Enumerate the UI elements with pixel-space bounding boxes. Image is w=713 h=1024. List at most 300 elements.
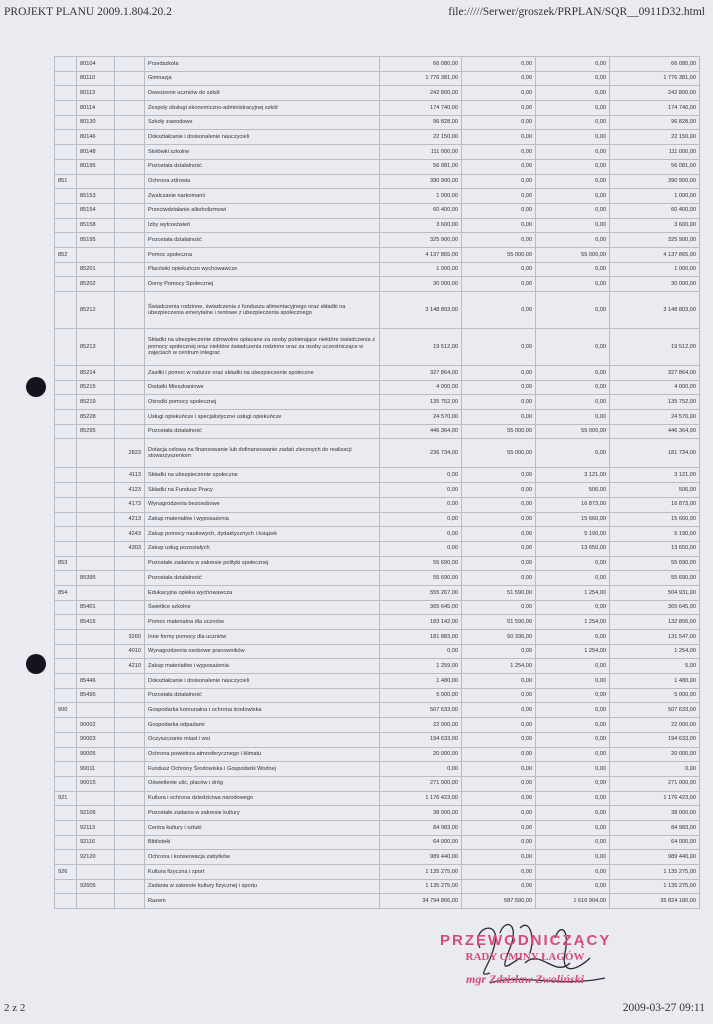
plan-value-cell: 507 633,00 xyxy=(380,703,462,718)
increase-value-cell: 0,00 xyxy=(536,86,610,101)
dzial-cell xyxy=(55,101,77,116)
table-row xyxy=(55,233,700,248)
description-cell: Centra kultury i sztuki xyxy=(145,820,380,835)
description-cell: Stołówki szkolne xyxy=(145,145,380,160)
dzial-cell xyxy=(55,57,77,72)
after-change-value-cell: 1 776 381,00 xyxy=(610,71,700,86)
paragraf-cell xyxy=(115,615,145,630)
after-change-value-cell: 5,00 xyxy=(610,659,700,674)
table-row xyxy=(55,630,700,645)
description-cell: Pozostałe zadania w zakresie kultury xyxy=(145,806,380,821)
increase-value-cell: 0,00 xyxy=(536,806,610,821)
paragraf-cell xyxy=(115,159,145,174)
decrease-value-cell: 55 000,00 xyxy=(462,439,536,468)
table-row xyxy=(55,615,700,630)
decrease-value-cell: 0,00 xyxy=(462,71,536,86)
plan-value-cell: 56 081,00 xyxy=(380,159,462,174)
rozdzial-cell: 90011 xyxy=(77,762,115,777)
decrease-value-cell: 0,00 xyxy=(462,277,536,292)
increase-value-cell: 0,00 xyxy=(536,835,610,850)
plan-value-cell: 327 864,00 xyxy=(380,366,462,381)
rozdzial-cell: 85295 xyxy=(77,424,115,439)
after-change-value-cell: 5 000,00 xyxy=(610,688,700,703)
punch-hole-icon xyxy=(26,377,46,397)
increase-value-cell: 0,00 xyxy=(536,439,610,468)
table-row xyxy=(55,203,700,218)
increase-value-cell: 0,00 xyxy=(536,410,610,425)
after-change-value-cell: 19 512,00 xyxy=(610,329,700,366)
rozdzial-cell: 80104 xyxy=(77,57,115,72)
after-change-value-cell: 22 000,00 xyxy=(610,718,700,733)
after-change-value-cell: 111 000,00 xyxy=(610,145,700,160)
after-change-value-cell: 1 135 275,00 xyxy=(610,879,700,894)
increase-value-cell: 0,00 xyxy=(536,659,610,674)
dzial-cell xyxy=(55,159,77,174)
dzial-cell xyxy=(55,380,77,395)
dzial-cell xyxy=(55,600,77,615)
rozdzial-cell: 90015 xyxy=(77,776,115,791)
description-cell: Świetlice szkolne xyxy=(145,600,380,615)
rozdzial-cell: 85195 xyxy=(77,233,115,248)
description-cell: Przedszkola xyxy=(145,57,380,72)
plan-value-cell: 4 000,00 xyxy=(380,380,462,395)
dzial-cell xyxy=(55,762,77,777)
description-cell: Szkoły zawodowe xyxy=(145,115,380,130)
description-cell: Fundusz Ochrony Środowiska i Gospodarki Wodnej xyxy=(145,762,380,777)
paragraf-cell xyxy=(115,71,145,86)
dzial-cell xyxy=(55,277,77,292)
after-change-value-cell: 989 440,00 xyxy=(610,850,700,865)
rozdzial-cell: 85395 xyxy=(77,571,115,586)
table-row xyxy=(55,556,700,571)
after-change-value-cell: 96 828,00 xyxy=(610,115,700,130)
dzial-cell xyxy=(55,292,77,329)
dzial-cell xyxy=(55,203,77,218)
plan-value-cell: 271 000,00 xyxy=(380,776,462,791)
decrease-value-cell: 0,00 xyxy=(462,115,536,130)
paragraf-cell xyxy=(115,247,145,262)
table-row xyxy=(55,145,700,160)
increase-value-cell: 0,00 xyxy=(536,571,610,586)
table-row xyxy=(55,329,700,366)
description-cell: Dokształcanie i doskonalenie nauczycieli xyxy=(145,674,380,689)
decrease-value-cell: 587 590,00 xyxy=(462,894,536,909)
plan-value-cell: 390 900,00 xyxy=(380,174,462,189)
increase-value-cell: 55 000,00 xyxy=(536,247,610,262)
description-cell: Pozostała działalność xyxy=(145,571,380,586)
rozdzial-cell: 85219 xyxy=(77,395,115,410)
plan-value-cell: 3 148 803,00 xyxy=(380,292,462,329)
after-change-value-cell: 60 400,00 xyxy=(610,203,700,218)
paragraf-cell xyxy=(115,820,145,835)
table-row xyxy=(55,262,700,277)
dzial-cell xyxy=(55,820,77,835)
decrease-value-cell: 0,00 xyxy=(462,130,536,145)
increase-value-cell: 0,00 xyxy=(536,218,610,233)
after-change-value-cell: 132 806,00 xyxy=(610,615,700,630)
after-change-value-cell: 1 480,00 xyxy=(610,674,700,689)
description-cell: Składki na ubezpieczenie zdrowotne opłacane za osoby pobierające niektóre świadczenia z pomocy społecznej oraz niektóre świadczenia rodzinne oraz za osoby uczestniczące w zajęciach w centrum integrac xyxy=(145,329,380,366)
decrease-value-cell: 0,00 xyxy=(462,174,536,189)
description-cell: Oświetlenie ulic, placów i dróg xyxy=(145,776,380,791)
after-change-value-cell: 15 660,00 xyxy=(610,512,700,527)
decrease-value-cell: 0,00 xyxy=(462,497,536,512)
dzial-cell xyxy=(55,512,77,527)
decrease-value-cell: 0,00 xyxy=(462,674,536,689)
dzial-cell xyxy=(55,395,77,410)
description-cell: Zakup pomocy naukowych, dydaktycznych i książek xyxy=(145,527,380,542)
description-cell: Biblioteki xyxy=(145,835,380,850)
increase-value-cell: 13 650,00 xyxy=(536,541,610,556)
plan-value-cell: 1 480,00 xyxy=(380,674,462,689)
decrease-value-cell: 0,00 xyxy=(462,468,536,483)
paragraf-cell xyxy=(115,556,145,571)
paragraf-cell xyxy=(115,718,145,733)
description-cell: Kultura fizyczna i sport xyxy=(145,865,380,880)
table-row xyxy=(55,247,700,262)
after-change-value-cell: 0,00 xyxy=(610,762,700,777)
decrease-value-cell: 0,00 xyxy=(462,512,536,527)
after-change-value-cell: 16 873,00 xyxy=(610,497,700,512)
table-row xyxy=(55,395,700,410)
table-row xyxy=(55,776,700,791)
table-row xyxy=(55,688,700,703)
increase-value-cell: 0,00 xyxy=(536,115,610,130)
increase-value-cell: 0,00 xyxy=(536,395,610,410)
dzial-cell xyxy=(55,366,77,381)
after-change-value-cell: 390 900,00 xyxy=(610,174,700,189)
rozdzial-cell: 85415 xyxy=(77,615,115,630)
after-change-value-cell: 242 800,00 xyxy=(610,86,700,101)
table-row xyxy=(55,380,700,395)
plan-value-cell: 24 570,00 xyxy=(380,410,462,425)
table-row xyxy=(55,86,700,101)
plan-value-cell: 5 000,00 xyxy=(380,688,462,703)
dzial-cell: 900 xyxy=(55,703,77,718)
description-cell: Pomoc społeczna xyxy=(145,247,380,262)
table-row xyxy=(55,674,700,689)
dzial-cell xyxy=(55,806,77,821)
plan-value-cell: 55 690,00 xyxy=(380,571,462,586)
paragraf-cell: 2823 xyxy=(115,439,145,468)
decrease-value-cell: 0,00 xyxy=(462,262,536,277)
paragraf-cell xyxy=(115,850,145,865)
plan-value-cell: 0,00 xyxy=(380,468,462,483)
dzial-cell xyxy=(55,145,77,160)
plan-value-cell: 555 267,00 xyxy=(380,585,462,600)
paragraf-cell xyxy=(115,732,145,747)
dzial-cell xyxy=(55,615,77,630)
dzial-cell xyxy=(55,233,77,248)
plan-value-cell: 0,00 xyxy=(380,512,462,527)
paragraf-cell xyxy=(115,115,145,130)
table-row xyxy=(55,57,700,72)
plan-value-cell: 0,00 xyxy=(380,762,462,777)
paragraf-cell xyxy=(115,571,145,586)
description-cell: Inne formy pomocy dla uczniów xyxy=(145,630,380,645)
plan-value-cell: 55 690,00 xyxy=(380,556,462,571)
dzial-cell xyxy=(55,410,77,425)
rozdzial-cell: 80113 xyxy=(77,86,115,101)
after-change-value-cell: 325 900,00 xyxy=(610,233,700,248)
description-cell: Zakup materiałów i wyposażenia xyxy=(145,659,380,674)
plan-value-cell: 20 000,00 xyxy=(380,747,462,762)
table-row xyxy=(55,718,700,733)
paragraf-cell xyxy=(115,145,145,160)
increase-value-cell: 0,00 xyxy=(536,630,610,645)
after-change-value-cell: 55 690,00 xyxy=(610,556,700,571)
paragraf-cell xyxy=(115,395,145,410)
after-change-value-cell: 38 000,00 xyxy=(610,806,700,821)
increase-value-cell: 0,00 xyxy=(536,233,610,248)
plan-value-cell: 96 828,00 xyxy=(380,115,462,130)
increase-value-cell: 0,00 xyxy=(536,688,610,703)
increase-value-cell: 0,00 xyxy=(536,776,610,791)
plan-value-cell: 0,00 xyxy=(380,483,462,498)
dzial-cell xyxy=(55,71,77,86)
plan-value-cell: 3 600,00 xyxy=(380,218,462,233)
table-row xyxy=(55,115,700,130)
description-cell: Zakup materiałów i wyposażenia xyxy=(145,512,380,527)
increase-value-cell: 0,00 xyxy=(536,865,610,880)
plan-value-cell: 4 137 865,00 xyxy=(380,247,462,262)
official-stamp xyxy=(440,932,610,987)
table-row xyxy=(55,659,700,674)
paragraf-cell xyxy=(115,277,145,292)
rozdzial-cell: 85201 xyxy=(77,262,115,277)
rozdzial-cell: 80146 xyxy=(77,130,115,145)
after-change-value-cell: 504 931,00 xyxy=(610,585,700,600)
paragraf-cell xyxy=(115,762,145,777)
after-change-value-cell: 181 734,00 xyxy=(610,439,700,468)
plan-value-cell: 989 440,00 xyxy=(380,850,462,865)
decrease-value-cell: 0,00 xyxy=(462,762,536,777)
table-row xyxy=(55,703,700,718)
plan-value-cell: 84 983,00 xyxy=(380,820,462,835)
stamp-title: PRZEWODNICZĄCY xyxy=(440,932,612,949)
after-change-value-cell: 131 547,00 xyxy=(610,630,700,645)
paragraf-cell xyxy=(115,233,145,248)
after-change-value-cell: 174 740,00 xyxy=(610,101,700,116)
rozdzial-cell: 85495 xyxy=(77,688,115,703)
table-row xyxy=(55,835,700,850)
dzial-cell xyxy=(55,439,77,468)
paragraf-cell xyxy=(115,688,145,703)
decrease-value-cell: 0,00 xyxy=(462,101,536,116)
paragraf-cell xyxy=(115,101,145,116)
table-row xyxy=(55,468,700,483)
decrease-value-cell: 0,00 xyxy=(462,329,536,366)
paragraf-cell xyxy=(115,600,145,615)
after-change-value-cell: 35 824 180,00 xyxy=(610,894,700,909)
after-change-value-cell: 3 600,00 xyxy=(610,218,700,233)
decrease-value-cell: 0,00 xyxy=(462,791,536,806)
paragraf-cell xyxy=(115,879,145,894)
table-row xyxy=(55,189,700,204)
rozdzial-cell xyxy=(77,439,115,468)
dzial-cell: 851 xyxy=(55,174,77,189)
paragraf-cell xyxy=(115,86,145,101)
table-row xyxy=(55,806,700,821)
dzial-cell xyxy=(55,718,77,733)
decrease-value-cell: 0,00 xyxy=(462,732,536,747)
paragraf-cell: 3260 xyxy=(115,630,145,645)
rozdzial-cell xyxy=(77,894,115,909)
description-cell: Dokształcanie i doskonalenie nauczycieli xyxy=(145,130,380,145)
paragraf-cell xyxy=(115,747,145,762)
decrease-value-cell: 0,00 xyxy=(462,820,536,835)
stamp-name: mgr Zdzisław Zwoliński xyxy=(465,972,585,986)
rozdzial-cell: 90002 xyxy=(77,718,115,733)
table-row xyxy=(55,366,700,381)
decrease-value-cell: 55 000,00 xyxy=(462,424,536,439)
decrease-value-cell: 0,00 xyxy=(462,600,536,615)
after-change-value-cell: 507 633,00 xyxy=(610,703,700,718)
table-row xyxy=(55,410,700,425)
increase-value-cell: 0,00 xyxy=(536,732,610,747)
after-change-value-cell: 20 000,00 xyxy=(610,747,700,762)
dzial-cell xyxy=(55,630,77,645)
dzial-cell: 853 xyxy=(55,556,77,571)
rozdzial-cell xyxy=(77,556,115,571)
description-cell: Izby wytrzeźwień xyxy=(145,218,380,233)
description-cell: Pozostała działalność xyxy=(145,159,380,174)
rozdzial-cell: 85214 xyxy=(77,366,115,381)
table-row xyxy=(55,571,700,586)
table-row xyxy=(55,439,700,468)
plan-value-cell: 1 259,00 xyxy=(380,659,462,674)
dzial-cell xyxy=(55,879,77,894)
description-cell: Przeciwdziałanie alkoholizmowi xyxy=(145,203,380,218)
increase-value-cell: 0,00 xyxy=(536,57,610,72)
table-row xyxy=(55,541,700,556)
after-change-value-cell: 3 121,00 xyxy=(610,468,700,483)
paragraf-cell xyxy=(115,189,145,204)
after-change-value-cell: 1 000,00 xyxy=(610,262,700,277)
dzial-cell xyxy=(55,189,77,204)
description-cell: Usługi opiekuńcze i specjalistyczne usługi opiekuńcze xyxy=(145,410,380,425)
plan-value-cell: 1 176 423,00 xyxy=(380,791,462,806)
plan-value-cell: 365 645,00 xyxy=(380,600,462,615)
plan-value-cell: 0,00 xyxy=(380,527,462,542)
increase-value-cell: 0,00 xyxy=(536,174,610,189)
dzial-cell xyxy=(55,541,77,556)
increase-value-cell: 16 873,00 xyxy=(536,497,610,512)
decrease-value-cell: 0,00 xyxy=(462,879,536,894)
description-cell: Pozostałe zadania w zakresie polityki społecznej xyxy=(145,556,380,571)
dzial-cell xyxy=(55,747,77,762)
punch-hole-icon xyxy=(26,654,46,674)
decrease-value-cell: 51 590,00 xyxy=(462,585,536,600)
plan-value-cell: 34 794 866,00 xyxy=(380,894,462,909)
after-change-value-cell: 24 570,00 xyxy=(610,410,700,425)
table-row xyxy=(55,879,700,894)
decrease-value-cell: 0,00 xyxy=(462,483,536,498)
paragraf-cell xyxy=(115,835,145,850)
dzial-cell xyxy=(55,732,77,747)
plan-value-cell: 1 000,00 xyxy=(380,262,462,277)
plan-value-cell: 22 150,00 xyxy=(380,130,462,145)
description-cell: Zwalczanie narkomanii xyxy=(145,189,380,204)
description-cell: Gospodarka komunalna i ochrona środowiska xyxy=(145,703,380,718)
rozdzial-cell xyxy=(77,703,115,718)
table-row xyxy=(55,71,700,86)
description-cell: Placówki opiekuńczo wychowawcze xyxy=(145,262,380,277)
rozdzial-cell: 85228 xyxy=(77,410,115,425)
paragraf-cell xyxy=(115,57,145,72)
decrease-value-cell: 0,00 xyxy=(462,776,536,791)
rozdzial-cell: 92605 xyxy=(77,879,115,894)
dzial-cell xyxy=(55,497,77,512)
increase-value-cell: 0,00 xyxy=(536,703,610,718)
decrease-value-cell: 0,00 xyxy=(462,718,536,733)
increase-value-cell: 0,00 xyxy=(536,747,610,762)
increase-value-cell: 0,00 xyxy=(536,762,610,777)
after-change-value-cell: 4 000,00 xyxy=(610,380,700,395)
increase-value-cell: 0,00 xyxy=(536,600,610,615)
increase-value-cell: 1 254,00 xyxy=(536,644,610,659)
description-cell: Ośrodki pomocy społecznej xyxy=(145,395,380,410)
rozdzial-cell: 80114 xyxy=(77,101,115,116)
description-cell: Wynagrodzenia osobowe pracowników xyxy=(145,644,380,659)
rozdzial-cell: 85446 xyxy=(77,674,115,689)
increase-value-cell: 0,00 xyxy=(536,366,610,381)
paragraf-cell xyxy=(115,366,145,381)
decrease-value-cell: 0,00 xyxy=(462,835,536,850)
rozdzial-cell xyxy=(77,791,115,806)
paragraf-cell xyxy=(115,329,145,366)
decrease-value-cell: 55 000,00 xyxy=(462,247,536,262)
description-cell: Zespoły obsługi ekonomiczno-administracyjnej szkół xyxy=(145,101,380,116)
after-change-value-cell: 506,00 xyxy=(610,483,700,498)
plan-value-cell: 181 883,00 xyxy=(380,630,462,645)
table-row xyxy=(55,600,700,615)
after-change-value-cell: 56 081,00 xyxy=(610,159,700,174)
paragraf-cell: 4123 xyxy=(115,483,145,498)
decrease-value-cell: 51 590,00 xyxy=(462,615,536,630)
description-cell: Dodatki Mieszkaniowe xyxy=(145,380,380,395)
dzial-cell xyxy=(55,644,77,659)
decrease-value-cell: 0,00 xyxy=(462,556,536,571)
after-change-value-cell: 22 150,00 xyxy=(610,130,700,145)
table-row xyxy=(55,218,700,233)
dzial-cell xyxy=(55,659,77,674)
paragraf-cell xyxy=(115,865,145,880)
increase-value-cell: 0,00 xyxy=(536,189,610,204)
rozdzial-cell xyxy=(77,541,115,556)
plan-value-cell: 38 000,00 xyxy=(380,806,462,821)
table-row xyxy=(55,865,700,880)
plan-value-cell: 183 142,00 xyxy=(380,615,462,630)
rozdzial-cell: 85153 xyxy=(77,189,115,204)
increase-value-cell: 5 190,00 xyxy=(536,527,610,542)
increase-value-cell: 0,00 xyxy=(536,277,610,292)
decrease-value-cell: 0,00 xyxy=(462,806,536,821)
stamp-council: RADY GMINY ŁAGÓW xyxy=(465,951,585,963)
increase-value-cell: 15 660,00 xyxy=(536,512,610,527)
table-row xyxy=(55,101,700,116)
rozdzial-cell xyxy=(77,483,115,498)
increase-value-cell: 0,00 xyxy=(536,718,610,733)
rozdzial-cell xyxy=(77,174,115,189)
description-cell: Składki na ubezpieczenie społeczne xyxy=(145,468,380,483)
description-cell: Dowożenie uczniów do szkół xyxy=(145,86,380,101)
increase-value-cell: 0,00 xyxy=(536,159,610,174)
table-row xyxy=(55,159,700,174)
plan-value-cell: 174 740,00 xyxy=(380,101,462,116)
rozdzial-cell xyxy=(77,497,115,512)
table-row xyxy=(55,850,700,865)
